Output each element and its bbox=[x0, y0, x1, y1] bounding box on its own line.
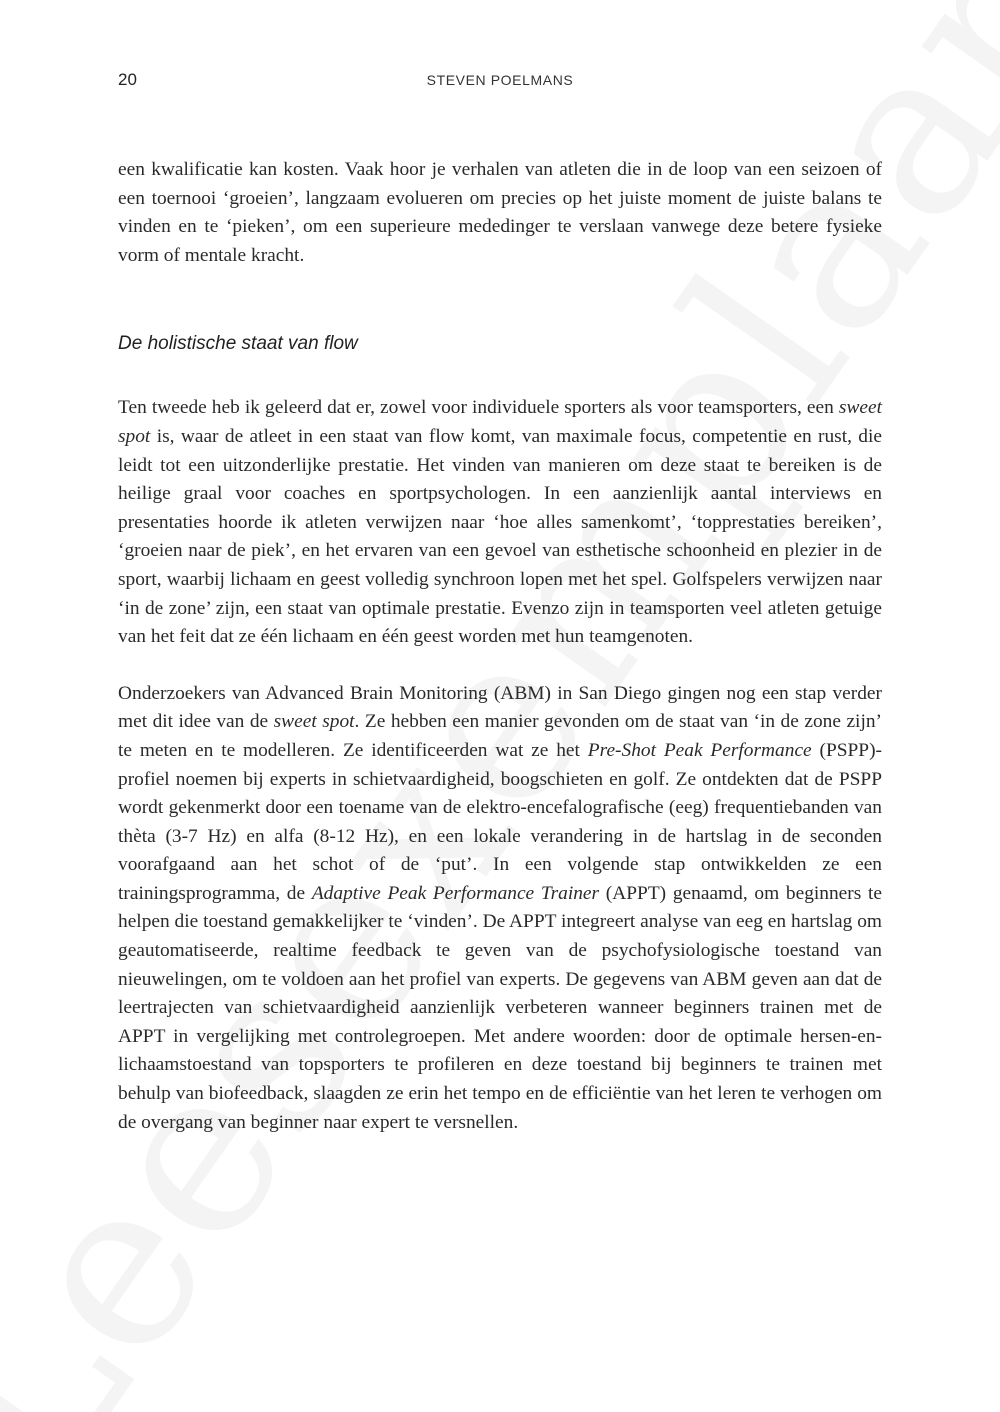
paragraph-3 bbox=[118, 680, 882, 1138]
page-body bbox=[118, 156, 882, 1137]
italic-term: sweet spot bbox=[118, 397, 882, 447]
page-header bbox=[118, 70, 882, 94]
section-heading: De holistische staat van flow bbox=[118, 333, 358, 355]
running-head-author: STEVEN POELMANS bbox=[426, 72, 574, 88]
page-number: 20 bbox=[118, 70, 137, 89]
italic-term: Adaptive Peak Performance Trainer bbox=[311, 882, 600, 904]
italic-term: Pre-Shot Peak Performance bbox=[587, 739, 812, 761]
text-run: (PSPP)-profiel noemen bij experts in schietvaardigheid, boogschieten en golf. Ze ontdekten dat de PSPP wordt gekenmerkt door een toename van de elektro-encefalografische (eeg) frequentiebanden van thèta (3-7 Hz) en alfa (8-12 Hz), en een lokale verandering in de hartslag in de seconden voorafgaand aan het schot of de ‘put’. In een volgende stap ontwikkelden ze een trainingsprogramma, de bbox=[118, 739, 883, 904]
text-run: is, waar de atleet in een staat van flow komt, van maximale focus, competentie en rust, die leidt tot een uitzonderlijke prestatie. Het vinden van manieren om deze staat te bereiken is de heilige graal voor coaches en sportpsychologen. In een aanzienlijk aantal interviews en presentaties hoorde ik atleten verwijzen naar ‘hoe alles samenkomt’, ‘topprestaties bereiken’, ‘groeien naar de piek’, en het ervaren van een gevoel van esthetische schoonheid en plezier in de sport, waarbij lichaam en geest volledig synchroon lopen met het spel. Golfspelers verwijzen naar ‘in de zone’ zijn, een staat van optimale prestatie. Evenzo zijn in teamsporten veel atleten getuige van het feit dat ze één lichaam en één geest worden met hun teamgenoten. bbox=[118, 425, 882, 648]
text-run: (APPT) genaamd, om beginners te helpen die toestand gemakkelijker te ‘vinden’. De APPT integreert analyse van eeg en hartslag om geautomatiseerde, realtime feedback te geven van de psychofysiologische toestand van nieuwelingen, om te voldoen aan het profiel van experts. De gegevens van ABM geven aan dat de leertrajecten van schietvaardigheid aanzienlijk verbeteren wanneer beginners trainen met de APPT in vergelijking met controlegroepen. Met andere woorden: door de optimale hersen-en-lichaamstoestand van topsporters te profileren en deze toestand bij beginners te trainen met behulp van biofeedback, slaagden ze erin het tempo en de efficiëntie van het leren te verhogen om de overgang van beginner naar expert te versnellen. bbox=[118, 882, 882, 1133]
paragraph-2 bbox=[118, 394, 882, 651]
text-run: Ten tweede heb ik geleerd dat er, zowel voor individuele sporters als voor teamsporters, een bbox=[118, 397, 839, 419]
paragraph-1: een kwalificatie kan kosten. Vaak hoor je verhalen van atleten die in de loop van een seizoen of een toernooi ‘groeien’, langzaam evolueren om precies op het juiste moment de juiste balans te vinden en te ‘pieken’, om een superieure mededinger te verslaan vanwege deze betere fysieke vorm of mentale kracht. bbox=[118, 159, 882, 266]
text-run: Onderzoekers van Advanced Brain Monitoring (ABM) in San Diego gingen nog een stap verder met dit idee van de bbox=[118, 682, 882, 733]
italic-term: sweet spot bbox=[273, 711, 355, 733]
text-run: . Ze hebben een manier gevonden om de staat van ‘in de zone zijn’ te meten en te modelleren. Ze identificeerden wat ze het bbox=[118, 711, 882, 761]
